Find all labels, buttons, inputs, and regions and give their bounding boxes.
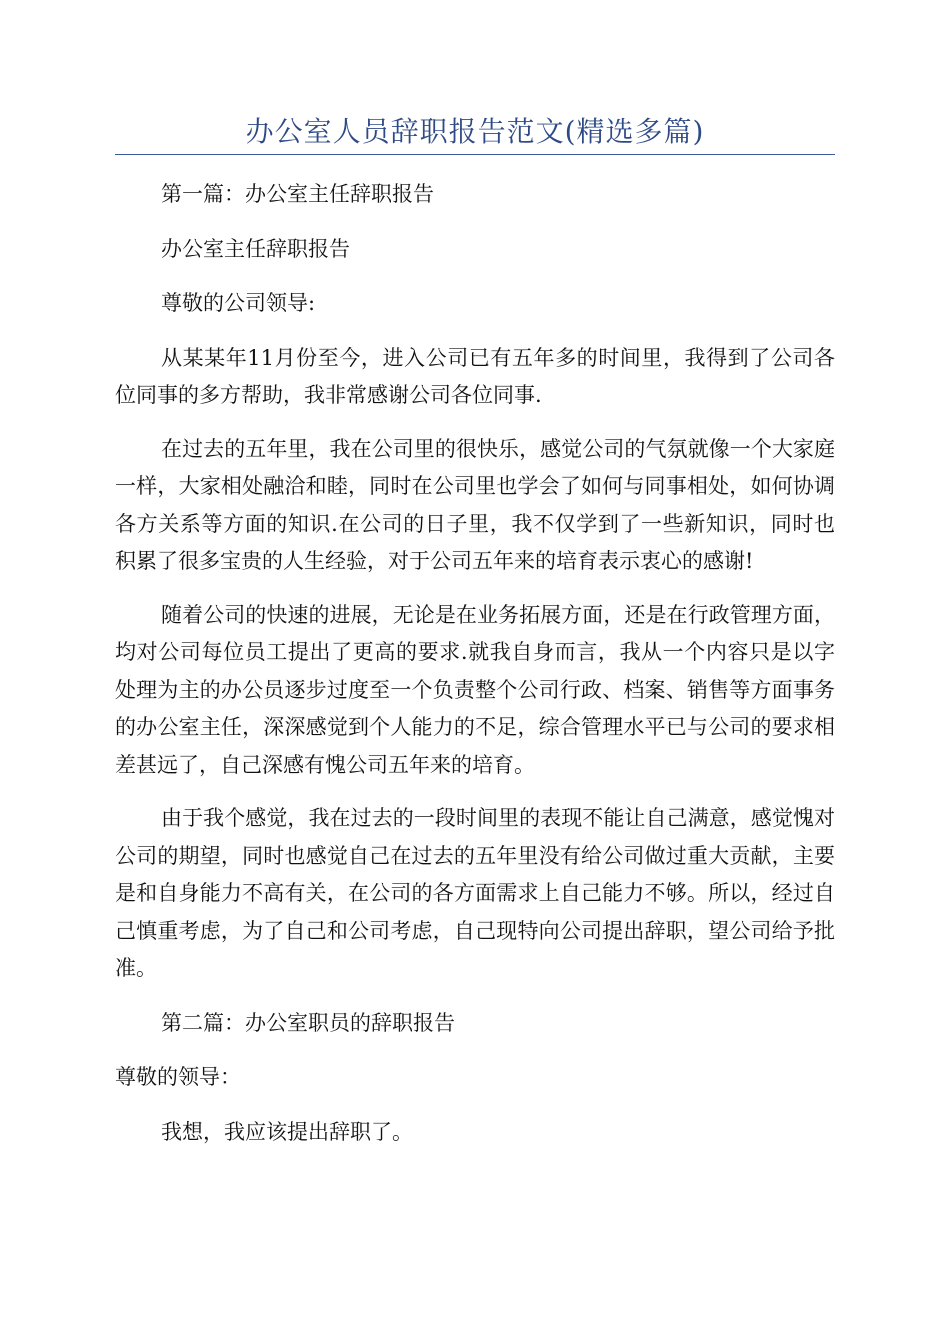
body-paragraph-5: 我想，我应该提出辞职了。 xyxy=(161,1119,413,1144)
title-underline xyxy=(115,154,835,155)
body-paragraph-3: 随着公司的快速的进展，无论是在业务拓展方面，还是在行政管理方面，均对公司每位员工提出了更高的要求.就我自身而言，我从一个内容只是以字处理为主的办公员逐步过度至一个负责整个公司行政、档案、销售等方面事务的办公室主任，深深感觉到个人能力的不足，综合管理水平已与公司的要求相差甚远了，自己深感有愧公司五年来的培育。 xyxy=(115,602,835,777)
section-heading-1: 第一篇：办公室主任辞职报告 xyxy=(161,182,434,206)
body-paragraph-4: 由于我个感觉，我在过去的一段时间里的表现不能让自己满意，感觉愧对公司的期望，同时也感觉自己在过去的五年里没有给公司做过重大贡献，主要是和自身能力不高有关，在公司的各方面需求上自己能力不够。所以，经过自己慎重考虑，为了自己和公司考虑，自己现特向公司提出辞职，望公司给予批准。 xyxy=(115,806,835,980)
document-body xyxy=(115,176,835,1151)
section-heading-2: 第二篇：办公室职员的辞职报告 xyxy=(161,1010,455,1035)
salutation: 尊敬的公司领导: xyxy=(161,291,316,315)
body-paragraph-1: 从某某年11月份至今，进入公司已有五年多的时间里，我得到了公司各位同事的多方帮助，我非常感谢公司各位同事. xyxy=(115,345,835,407)
salutation-2: 尊敬的领导： xyxy=(115,1065,241,1089)
report-heading: 办公室主任辞职报告 xyxy=(161,236,350,261)
document-title: 办公室人员辞职报告范文(精选多篇) xyxy=(245,115,705,148)
body-paragraph-2: 在过去的五年里，我在公司里的很快乐，感觉公司的气氛就像一个大家庭一样，大家相处融洽和睦，同时在公司里也学会了如何与同事相处，如何协调各方关系等方面的知识.在公司的日子里，我不仅学到了一些新知识，同时也积累了很多宝贵的人生经验，对于公司五年来的培育表示衷心的感谢! xyxy=(115,436,835,573)
